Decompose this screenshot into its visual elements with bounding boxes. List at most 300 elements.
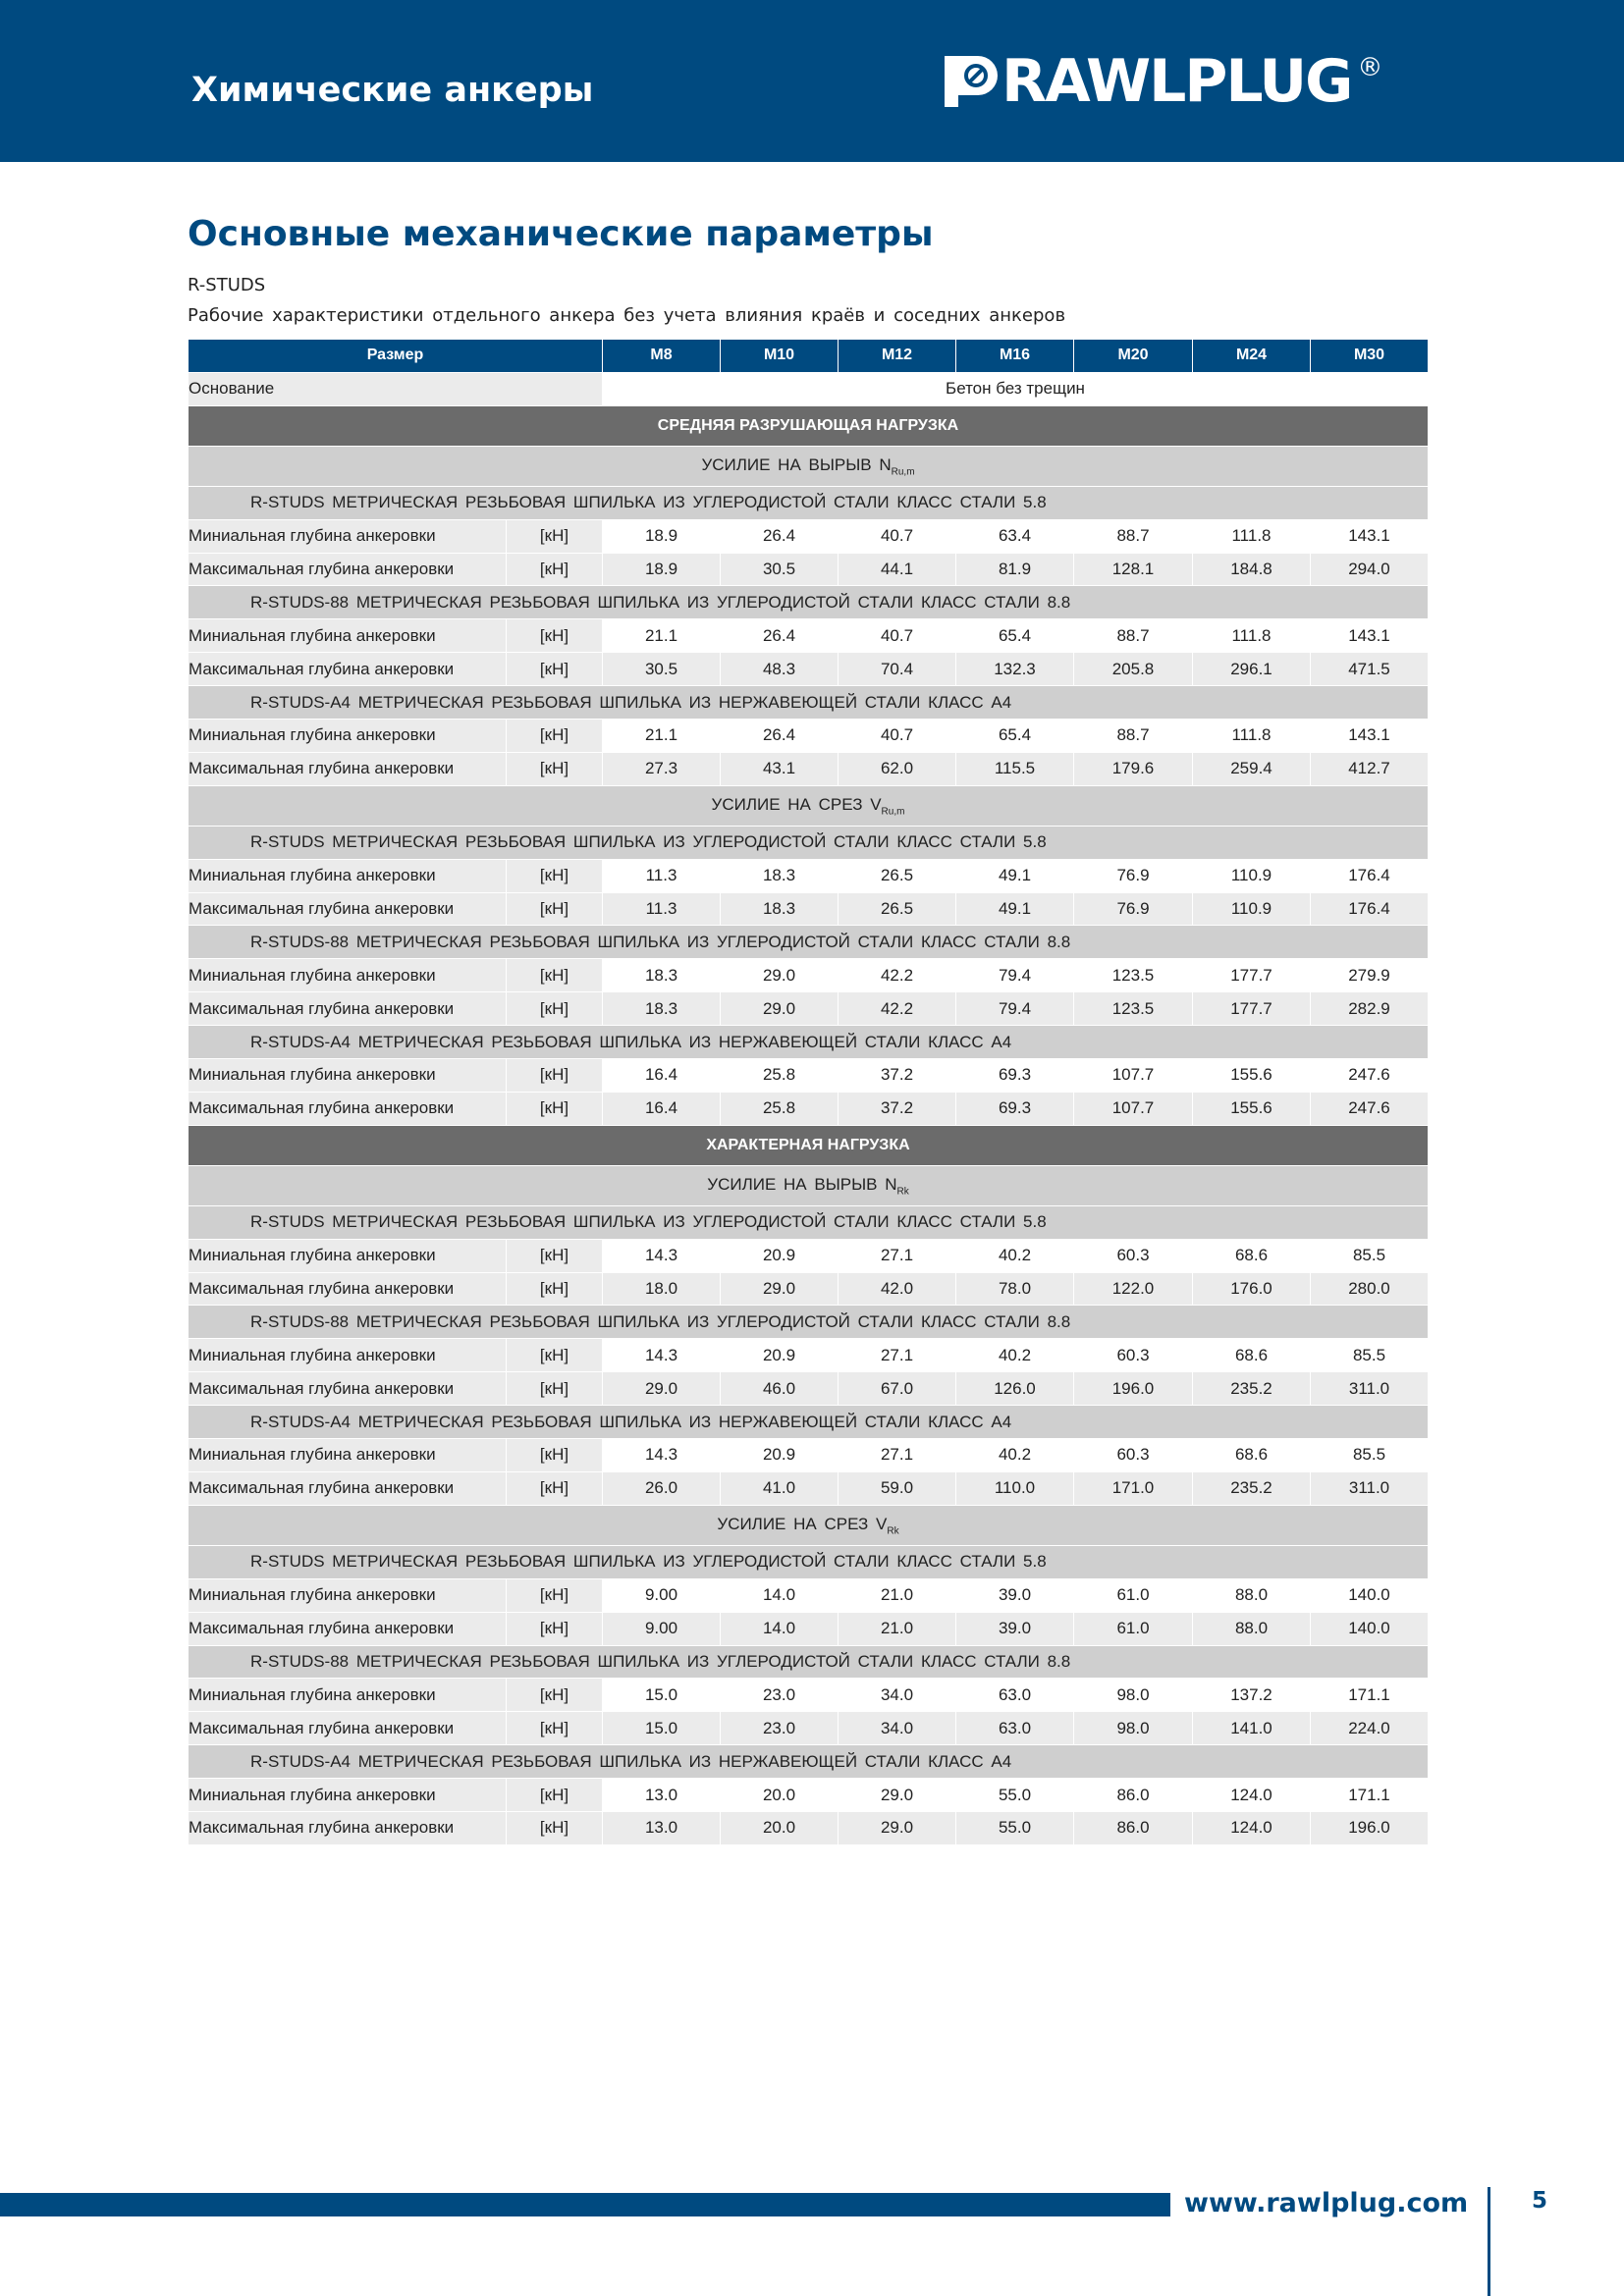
material-label: R-STUDS МЕТРИЧЕСКАЯ РЕЗЬБОВАЯ ШПИЛЬКА ИЗ УГЛЕРОДИСТОЙ СТАЛИ КЛАСС СТАЛИ 5.8 bbox=[189, 826, 1429, 859]
value-cell: 29.0 bbox=[839, 1779, 956, 1812]
table-row bbox=[189, 1779, 1429, 1812]
value-cell: 61.0 bbox=[1074, 1578, 1193, 1612]
value-cell: 9.00 bbox=[603, 1578, 721, 1612]
value-cell: 79.4 bbox=[956, 992, 1074, 1026]
value-cell: 18.9 bbox=[603, 553, 721, 586]
value-cell: 14.0 bbox=[721, 1612, 839, 1645]
value-cell: 27.1 bbox=[839, 1239, 956, 1272]
value-cell: 107.7 bbox=[1074, 1059, 1193, 1093]
force-type-row bbox=[189, 785, 1429, 826]
value-cell: 176.4 bbox=[1311, 892, 1429, 926]
depth-label: Максимальная глубина анкеровки bbox=[189, 1092, 507, 1125]
depth-label: Миниальная глубина анкеровки bbox=[189, 859, 507, 892]
force-type-subscript: Ru,m bbox=[891, 465, 915, 477]
value-cell: 171.1 bbox=[1311, 1679, 1429, 1712]
value-cell: 60.3 bbox=[1074, 1339, 1193, 1372]
page-number: 5 bbox=[1532, 2188, 1548, 2214]
depth-label: Максимальная глубина анкеровки bbox=[189, 653, 507, 686]
force-type-cell bbox=[189, 1165, 1429, 1205]
value-cell: 259.4 bbox=[1193, 752, 1311, 785]
value-cell: 67.0 bbox=[839, 1372, 956, 1406]
value-cell: 132.3 bbox=[956, 653, 1074, 686]
value-cell: 34.0 bbox=[839, 1712, 956, 1745]
value-cell: 155.6 bbox=[1193, 1059, 1311, 1093]
value-cell: 29.0 bbox=[839, 1811, 956, 1844]
value-cell: 27.1 bbox=[839, 1439, 956, 1472]
table-row bbox=[189, 553, 1429, 586]
material-label: R-STUDS-A4 МЕТРИЧЕСКАЯ РЕЗЬБОВАЯ ШПИЛЬКА ИЗ НЕРЖАВЕЮЩЕЙ СТАЛИ КЛАСС А4 bbox=[189, 1026, 1429, 1059]
value-cell: 40.7 bbox=[839, 720, 956, 753]
value-cell: 296.1 bbox=[1193, 653, 1311, 686]
force-type-cell bbox=[189, 785, 1429, 826]
value-cell: 26.5 bbox=[839, 859, 956, 892]
value-cell: 23.0 bbox=[721, 1679, 839, 1712]
value-cell: 14.3 bbox=[603, 1239, 721, 1272]
value-cell: 76.9 bbox=[1074, 859, 1193, 892]
material-row bbox=[189, 486, 1429, 519]
unit-cell: [кН] bbox=[507, 1372, 603, 1406]
unit-cell: [кН] bbox=[507, 1779, 603, 1812]
value-cell: 143.1 bbox=[1311, 720, 1429, 753]
unit-cell: [кН] bbox=[507, 1239, 603, 1272]
force-type-cell bbox=[189, 446, 1429, 486]
value-cell: 26.4 bbox=[721, 619, 839, 653]
value-cell: 65.4 bbox=[956, 720, 1074, 753]
value-cell: 123.5 bbox=[1074, 959, 1193, 992]
value-cell: 137.2 bbox=[1193, 1679, 1311, 1712]
table-row bbox=[189, 1439, 1429, 1472]
value-cell: 247.6 bbox=[1311, 1092, 1429, 1125]
material-row bbox=[189, 1205, 1429, 1239]
value-cell: 29.0 bbox=[721, 1272, 839, 1306]
header-title: Химические анкеры bbox=[191, 71, 594, 110]
force-type-cell bbox=[189, 1505, 1429, 1545]
value-cell: 171.0 bbox=[1074, 1471, 1193, 1505]
value-cell: 29.0 bbox=[603, 1372, 721, 1406]
force-type-row bbox=[189, 446, 1429, 486]
material-label: R-STUDS МЕТРИЧЕСКАЯ РЕЗЬБОВАЯ ШПИЛЬКА ИЗ УГЛЕРОДИСТОЙ СТАЛИ КЛАСС СТАЛИ 5.8 bbox=[189, 1545, 1429, 1578]
table-row bbox=[189, 1612, 1429, 1645]
logo-registered-mark: ® bbox=[1357, 53, 1383, 82]
size-header-cell: M30 bbox=[1311, 340, 1429, 373]
depth-label: Максимальная глубина анкеровки bbox=[189, 1372, 507, 1406]
depth-label: Максимальная глубина анкеровки bbox=[189, 992, 507, 1026]
depth-label: Максимальная глубина анкеровки bbox=[189, 892, 507, 926]
value-cell: 196.0 bbox=[1311, 1811, 1429, 1844]
value-cell: 140.0 bbox=[1311, 1612, 1429, 1645]
table-row bbox=[189, 619, 1429, 653]
value-cell: 412.7 bbox=[1311, 752, 1429, 785]
unit-cell: [кН] bbox=[507, 1272, 603, 1306]
value-cell: 26.4 bbox=[721, 720, 839, 753]
value-cell: 85.5 bbox=[1311, 1239, 1429, 1272]
depth-label: Максимальная глубина анкеровки bbox=[189, 1471, 507, 1505]
value-cell: 26.5 bbox=[839, 892, 956, 926]
value-cell: 21.0 bbox=[839, 1612, 956, 1645]
value-cell: 16.4 bbox=[603, 1059, 721, 1093]
material-row bbox=[189, 586, 1429, 619]
value-cell: 471.5 bbox=[1311, 653, 1429, 686]
value-cell: 205.8 bbox=[1074, 653, 1193, 686]
value-cell: 63.0 bbox=[956, 1679, 1074, 1712]
value-cell: 63.4 bbox=[956, 519, 1074, 553]
value-cell: 18.3 bbox=[721, 859, 839, 892]
value-cell: 110.9 bbox=[1193, 859, 1311, 892]
value-cell: 76.9 bbox=[1074, 892, 1193, 926]
material-label: R-STUDS-88 МЕТРИЧЕСКАЯ РЕЗЬБОВАЯ ШПИЛЬКА ИЗ УГЛЕРОДИСТОЙ СТАЛИ КЛАСС СТАЛИ 8.8 bbox=[189, 926, 1429, 959]
value-cell: 111.8 bbox=[1193, 619, 1311, 653]
page-title: Основные механические параметры bbox=[188, 214, 934, 254]
table-row bbox=[189, 892, 1429, 926]
footer-divider bbox=[1488, 2187, 1490, 2296]
depth-label: Миниальная глубина анкеровки bbox=[189, 1439, 507, 1472]
base-material-row bbox=[189, 372, 1429, 405]
table-row bbox=[189, 1471, 1429, 1505]
value-cell: 15.0 bbox=[603, 1712, 721, 1745]
value-cell: 111.8 bbox=[1193, 720, 1311, 753]
rawlplug-logo bbox=[945, 47, 1383, 116]
value-cell: 40.7 bbox=[839, 519, 956, 553]
unit-cell: [кН] bbox=[507, 1059, 603, 1093]
value-cell: 30.5 bbox=[603, 653, 721, 686]
base-value: Бетон без трещин bbox=[603, 372, 1429, 405]
unit-cell: [кН] bbox=[507, 553, 603, 586]
value-cell: 18.9 bbox=[603, 519, 721, 553]
unit-cell: [кН] bbox=[507, 859, 603, 892]
value-cell: 26.0 bbox=[603, 1471, 721, 1505]
value-cell: 39.0 bbox=[956, 1578, 1074, 1612]
depth-label: Миниальная глубина анкеровки bbox=[189, 1679, 507, 1712]
value-cell: 40.2 bbox=[956, 1239, 1074, 1272]
value-cell: 27.3 bbox=[603, 752, 721, 785]
value-cell: 141.0 bbox=[1193, 1712, 1311, 1745]
value-cell: 110.0 bbox=[956, 1471, 1074, 1505]
depth-label: Миниальная глубина анкеровки bbox=[189, 519, 507, 553]
value-cell: 88.0 bbox=[1193, 1578, 1311, 1612]
value-cell: 40.7 bbox=[839, 619, 956, 653]
value-cell: 294.0 bbox=[1311, 553, 1429, 586]
value-cell: 68.6 bbox=[1193, 1339, 1311, 1372]
material-row bbox=[189, 1645, 1429, 1679]
material-label: R-STUDS МЕТРИЧЕСКАЯ РЕЗЬБОВАЯ ШПИЛЬКА ИЗ УГЛЕРОДИСТОЙ СТАЛИ КЛАСС СТАЛИ 5.8 bbox=[189, 1205, 1429, 1239]
table-caption: Рабочие характеристики отдельного анкера без учета влияния краёв и соседних анкеров bbox=[188, 305, 1066, 326]
value-cell: 61.0 bbox=[1074, 1612, 1193, 1645]
value-cell: 20.9 bbox=[721, 1239, 839, 1272]
value-cell: 85.5 bbox=[1311, 1339, 1429, 1372]
value-cell: 20.9 bbox=[721, 1339, 839, 1372]
value-cell: 27.1 bbox=[839, 1339, 956, 1372]
value-cell: 69.3 bbox=[956, 1059, 1074, 1093]
value-cell: 48.3 bbox=[721, 653, 839, 686]
material-label: R-STUDS-88 МЕТРИЧЕСКАЯ РЕЗЬБОВАЯ ШПИЛЬКА ИЗ УГЛЕРОДИСТОЙ СТАЛИ КЛАСС СТАЛИ 8.8 bbox=[189, 1306, 1429, 1339]
material-row bbox=[189, 1406, 1429, 1439]
value-cell: 62.0 bbox=[839, 752, 956, 785]
value-cell: 18.3 bbox=[603, 992, 721, 1026]
value-cell: 247.6 bbox=[1311, 1059, 1429, 1093]
value-cell: 126.0 bbox=[956, 1372, 1074, 1406]
force-type-row bbox=[189, 1165, 1429, 1205]
value-cell: 86.0 bbox=[1074, 1811, 1193, 1844]
value-cell: 122.0 bbox=[1074, 1272, 1193, 1306]
table-row bbox=[189, 1239, 1429, 1272]
unit-cell: [кН] bbox=[507, 1811, 603, 1844]
section-title: ХАРАКТЕРНАЯ НАГРУЗКА bbox=[189, 1125, 1429, 1165]
table-row bbox=[189, 859, 1429, 892]
unit-cell: [кН] bbox=[507, 519, 603, 553]
material-row bbox=[189, 1545, 1429, 1578]
value-cell: 14.0 bbox=[721, 1578, 839, 1612]
size-header-cell: M16 bbox=[956, 340, 1074, 373]
unit-cell: [кН] bbox=[507, 720, 603, 753]
value-cell: 21.1 bbox=[603, 720, 721, 753]
value-cell: 98.0 bbox=[1074, 1679, 1193, 1712]
material-label: R-STUDS-A4 МЕТРИЧЕСКАЯ РЕЗЬБОВАЯ ШПИЛЬКА ИЗ НЕРЖАВЕЮЩЕЙ СТАЛИ КЛАСС А4 bbox=[189, 686, 1429, 720]
table-row bbox=[189, 1712, 1429, 1745]
material-label: R-STUDS-A4 МЕТРИЧЕСКАЯ РЕЗЬБОВАЯ ШПИЛЬКА ИЗ НЕРЖАВЕЮЩЕЙ СТАЛИ КЛАСС А4 bbox=[189, 1406, 1429, 1439]
value-cell: 65.4 bbox=[956, 619, 1074, 653]
value-cell: 26.4 bbox=[721, 519, 839, 553]
value-cell: 85.5 bbox=[1311, 1439, 1429, 1472]
table-row bbox=[189, 1059, 1429, 1093]
table-row bbox=[189, 1339, 1429, 1372]
value-cell: 20.0 bbox=[721, 1811, 839, 1844]
depth-label: Максимальная глубина анкеровки bbox=[189, 1612, 507, 1645]
table-row bbox=[189, 1811, 1429, 1844]
value-cell: 311.0 bbox=[1311, 1372, 1429, 1406]
value-cell: 171.1 bbox=[1311, 1779, 1429, 1812]
depth-label: Максимальная глубина анкеровки bbox=[189, 752, 507, 785]
table-row bbox=[189, 1092, 1429, 1125]
unit-cell: [кН] bbox=[507, 1679, 603, 1712]
value-cell: 44.1 bbox=[839, 553, 956, 586]
value-cell: 18.0 bbox=[603, 1272, 721, 1306]
value-cell: 88.0 bbox=[1193, 1612, 1311, 1645]
value-cell: 42.0 bbox=[839, 1272, 956, 1306]
value-cell: 110.9 bbox=[1193, 892, 1311, 926]
value-cell: 25.8 bbox=[721, 1092, 839, 1125]
value-cell: 111.8 bbox=[1193, 519, 1311, 553]
value-cell: 282.9 bbox=[1311, 992, 1429, 1026]
material-row bbox=[189, 926, 1429, 959]
value-cell: 140.0 bbox=[1311, 1578, 1429, 1612]
material-row bbox=[189, 1026, 1429, 1059]
value-cell: 177.7 bbox=[1193, 992, 1311, 1026]
depth-label: Максимальная глубина анкеровки bbox=[189, 1272, 507, 1306]
material-label: R-STUDS-88 МЕТРИЧЕСКАЯ РЕЗЬБОВАЯ ШПИЛЬКА ИЗ УГЛЕРОДИСТОЙ СТАЛИ КЛАСС СТАЛИ 8.8 bbox=[189, 1645, 1429, 1679]
product-name: R-STUDS bbox=[188, 275, 266, 295]
value-cell: 78.0 bbox=[956, 1272, 1074, 1306]
depth-label: Миниальная глубина анкеровки bbox=[189, 1578, 507, 1612]
value-cell: 21.0 bbox=[839, 1578, 956, 1612]
size-header-cell: M8 bbox=[603, 340, 721, 373]
material-label: R-STUDS-88 МЕТРИЧЕСКАЯ РЕЗЬБОВАЯ ШПИЛЬКА ИЗ УГЛЕРОДИСТОЙ СТАЛИ КЛАСС СТАЛИ 8.8 bbox=[189, 586, 1429, 619]
value-cell: 21.1 bbox=[603, 619, 721, 653]
value-cell: 115.5 bbox=[956, 752, 1074, 785]
value-cell: 143.1 bbox=[1311, 619, 1429, 653]
unit-cell: [кН] bbox=[507, 1439, 603, 1472]
section-row bbox=[189, 405, 1429, 446]
value-cell: 41.0 bbox=[721, 1471, 839, 1505]
value-cell: 55.0 bbox=[956, 1811, 1074, 1844]
value-cell: 42.2 bbox=[839, 959, 956, 992]
table-header-row bbox=[189, 340, 1429, 373]
value-cell: 155.6 bbox=[1193, 1092, 1311, 1125]
value-cell: 14.3 bbox=[603, 1339, 721, 1372]
value-cell: 124.0 bbox=[1193, 1779, 1311, 1812]
value-cell: 20.0 bbox=[721, 1779, 839, 1812]
table-row bbox=[189, 992, 1429, 1026]
value-cell: 14.3 bbox=[603, 1439, 721, 1472]
footer-url: www.rawlplug.com bbox=[1184, 2188, 1469, 2218]
depth-label: Миниальная глубина анкеровки bbox=[189, 1239, 507, 1272]
value-cell: 69.3 bbox=[956, 1092, 1074, 1125]
value-cell: 37.2 bbox=[839, 1092, 956, 1125]
value-cell: 11.3 bbox=[603, 892, 721, 926]
table-row bbox=[189, 1272, 1429, 1306]
value-cell: 86.0 bbox=[1074, 1779, 1193, 1812]
unit-cell: [кН] bbox=[507, 959, 603, 992]
depth-label: Миниальная глубина анкеровки bbox=[189, 1059, 507, 1093]
depth-label: Миниальная глубина анкеровки bbox=[189, 1339, 507, 1372]
value-cell: 81.9 bbox=[956, 553, 1074, 586]
unit-cell: [кН] bbox=[507, 1339, 603, 1372]
page-header bbox=[0, 0, 1624, 162]
value-cell: 184.8 bbox=[1193, 553, 1311, 586]
force-type-subscript: Rk bbox=[896, 1186, 909, 1197]
table-row bbox=[189, 720, 1429, 753]
value-cell: 34.0 bbox=[839, 1679, 956, 1712]
table-row bbox=[189, 519, 1429, 553]
unit-cell: [кН] bbox=[507, 1612, 603, 1645]
value-cell: 224.0 bbox=[1311, 1712, 1429, 1745]
value-cell: 11.3 bbox=[603, 859, 721, 892]
unit-cell: [кН] bbox=[507, 619, 603, 653]
material-row bbox=[189, 826, 1429, 859]
material-label: R-STUDS МЕТРИЧЕСКАЯ РЕЗЬБОВАЯ ШПИЛЬКА ИЗ УГЛЕРОДИСТОЙ СТАЛИ КЛАСС СТАЛИ 5.8 bbox=[189, 486, 1429, 519]
value-cell: 124.0 bbox=[1193, 1811, 1311, 1844]
unit-cell: [кН] bbox=[507, 1092, 603, 1125]
force-type-label: УСИЛИЕ НА СРЕЗ V bbox=[717, 1514, 888, 1533]
size-header-cell: M12 bbox=[839, 340, 956, 373]
value-cell: 37.2 bbox=[839, 1059, 956, 1093]
table-row bbox=[189, 752, 1429, 785]
unit-cell: [кН] bbox=[507, 752, 603, 785]
base-label: Основание bbox=[189, 372, 603, 405]
force-type-subscript: Rk bbox=[887, 1525, 899, 1537]
table-row bbox=[189, 653, 1429, 686]
logo-text: RAWLPLUG bbox=[1001, 47, 1352, 116]
value-cell: 40.2 bbox=[956, 1439, 1074, 1472]
force-type-label: УСИЛИЕ НА ВЫРЫВ N bbox=[701, 454, 892, 474]
value-cell: 18.3 bbox=[603, 959, 721, 992]
value-cell: 176.4 bbox=[1311, 859, 1429, 892]
value-cell: 235.2 bbox=[1193, 1471, 1311, 1505]
value-cell: 9.00 bbox=[603, 1612, 721, 1645]
depth-label: Миниальная глубина анкеровки bbox=[189, 619, 507, 653]
value-cell: 39.0 bbox=[956, 1612, 1074, 1645]
section-title: СРЕДНЯЯ РАЗРУШАЮЩАЯ НАГРУЗКА bbox=[189, 405, 1429, 446]
value-cell: 49.1 bbox=[956, 892, 1074, 926]
value-cell: 280.0 bbox=[1311, 1272, 1429, 1306]
value-cell: 20.9 bbox=[721, 1439, 839, 1472]
value-cell: 23.0 bbox=[721, 1712, 839, 1745]
value-cell: 16.4 bbox=[603, 1092, 721, 1125]
unit-cell: [кН] bbox=[507, 892, 603, 926]
value-cell: 42.2 bbox=[839, 992, 956, 1026]
value-cell: 143.1 bbox=[1311, 519, 1429, 553]
depth-label: Максимальная глубина анкеровки bbox=[189, 1712, 507, 1745]
table-row bbox=[189, 1679, 1429, 1712]
value-cell: 25.8 bbox=[721, 1059, 839, 1093]
rawlplug-logo-icon bbox=[945, 56, 1001, 107]
value-cell: 29.0 bbox=[721, 992, 839, 1026]
value-cell: 311.0 bbox=[1311, 1471, 1429, 1505]
value-cell: 70.4 bbox=[839, 653, 956, 686]
depth-label: Максимальная глубина анкеровки bbox=[189, 553, 507, 586]
value-cell: 55.0 bbox=[956, 1779, 1074, 1812]
value-cell: 235.2 bbox=[1193, 1372, 1311, 1406]
force-type-subscript: Ru,m bbox=[881, 805, 905, 817]
force-type-row bbox=[189, 1505, 1429, 1545]
value-cell: 176.0 bbox=[1193, 1272, 1311, 1306]
table-row bbox=[189, 959, 1429, 992]
size-header-cell: M10 bbox=[721, 340, 839, 373]
size-header: Размер bbox=[189, 340, 603, 373]
size-header-cell: M20 bbox=[1074, 340, 1193, 373]
value-cell: 13.0 bbox=[603, 1811, 721, 1844]
value-cell: 40.2 bbox=[956, 1339, 1074, 1372]
value-cell: 68.6 bbox=[1193, 1439, 1311, 1472]
material-row bbox=[189, 1306, 1429, 1339]
unit-cell: [кН] bbox=[507, 1578, 603, 1612]
value-cell: 60.3 bbox=[1074, 1439, 1193, 1472]
value-cell: 59.0 bbox=[839, 1471, 956, 1505]
value-cell: 279.9 bbox=[1311, 959, 1429, 992]
force-type-label: УСИЛИЕ НА СРЕЗ V bbox=[711, 794, 882, 814]
depth-label: Миниальная глубина анкеровки bbox=[189, 1779, 507, 1812]
force-type-label: УСИЛИЕ НА ВЫРЫВ N bbox=[707, 1174, 897, 1194]
material-label: R-STUDS-A4 МЕТРИЧЕСКАЯ РЕЗЬБОВАЯ ШПИЛЬКА ИЗ НЕРЖАВЕЮЩЕЙ СТАЛИ КЛАСС А4 bbox=[189, 1745, 1429, 1779]
parameters-table bbox=[188, 339, 1429, 1845]
material-row bbox=[189, 1745, 1429, 1779]
table-row bbox=[189, 1372, 1429, 1406]
depth-label: Миниальная глубина анкеровки bbox=[189, 959, 507, 992]
unit-cell: [кН] bbox=[507, 1712, 603, 1745]
value-cell: 177.7 bbox=[1193, 959, 1311, 992]
value-cell: 88.7 bbox=[1074, 720, 1193, 753]
value-cell: 43.1 bbox=[721, 752, 839, 785]
unit-cell: [кН] bbox=[507, 992, 603, 1026]
material-row bbox=[189, 686, 1429, 720]
value-cell: 123.5 bbox=[1074, 992, 1193, 1026]
depth-label: Максимальная глубина анкеровки bbox=[189, 1811, 507, 1844]
value-cell: 68.6 bbox=[1193, 1239, 1311, 1272]
value-cell: 79.4 bbox=[956, 959, 1074, 992]
value-cell: 18.3 bbox=[721, 892, 839, 926]
unit-cell: [кН] bbox=[507, 1471, 603, 1505]
value-cell: 29.0 bbox=[721, 959, 839, 992]
value-cell: 49.1 bbox=[956, 859, 1074, 892]
value-cell: 13.0 bbox=[603, 1779, 721, 1812]
table-row bbox=[189, 1578, 1429, 1612]
section-row bbox=[189, 1125, 1429, 1165]
depth-label: Миниальная глубина анкеровки bbox=[189, 720, 507, 753]
value-cell: 30.5 bbox=[721, 553, 839, 586]
unit-cell: [кН] bbox=[507, 653, 603, 686]
value-cell: 46.0 bbox=[721, 1372, 839, 1406]
value-cell: 98.0 bbox=[1074, 1712, 1193, 1745]
value-cell: 128.1 bbox=[1074, 553, 1193, 586]
